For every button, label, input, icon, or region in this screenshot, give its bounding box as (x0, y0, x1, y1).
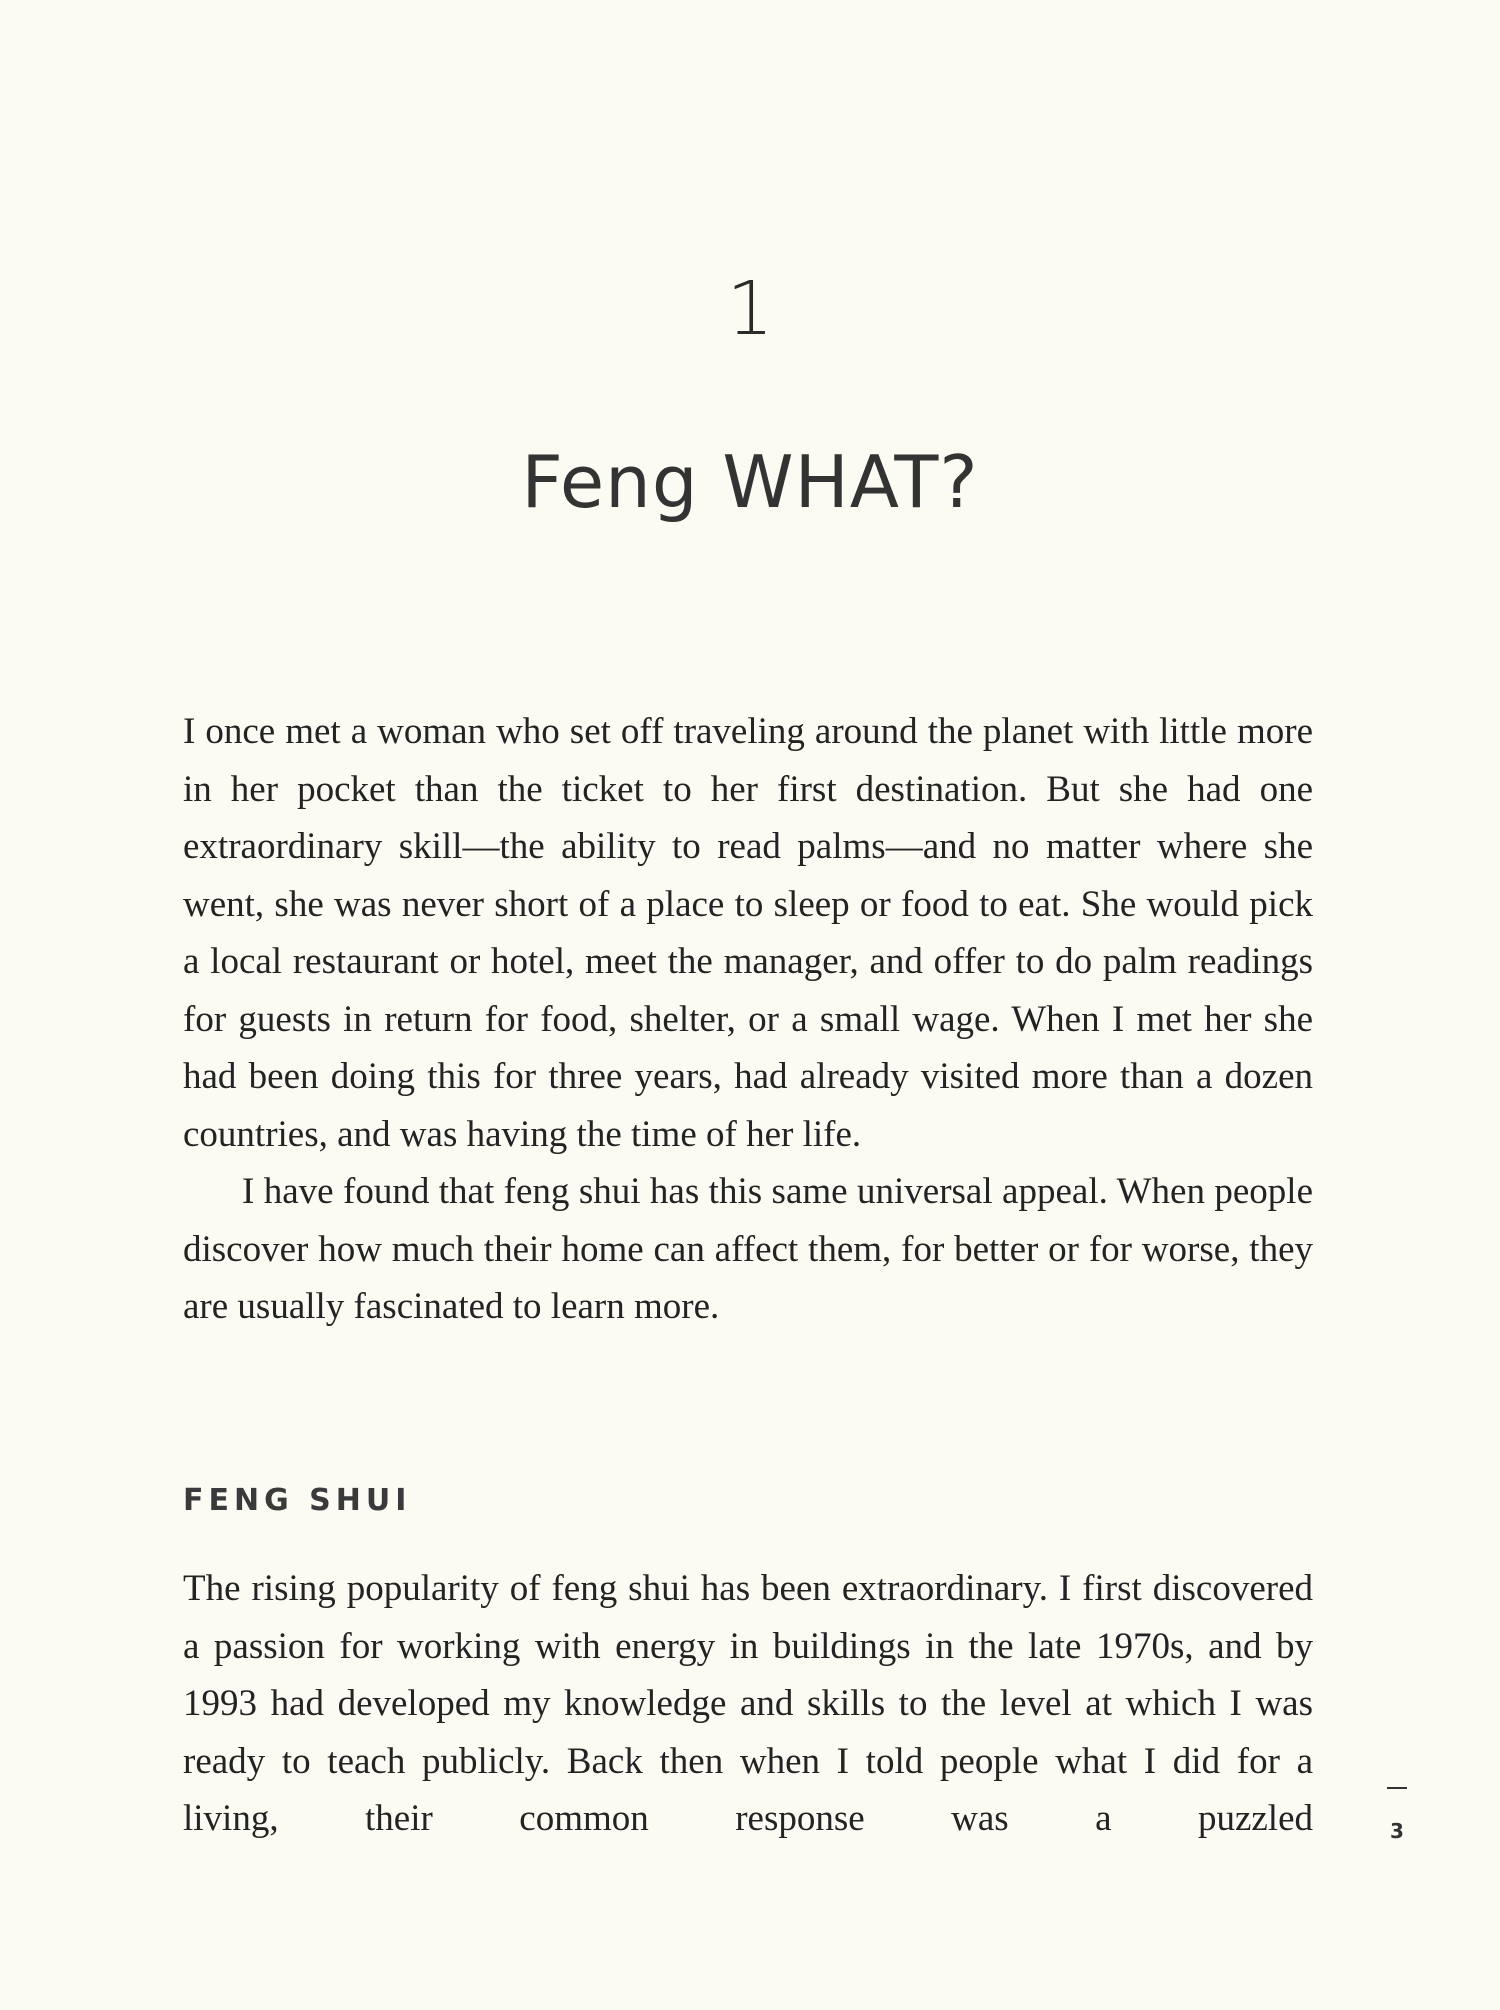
page-number-rule (1387, 1787, 1407, 1789)
intro-text (183, 703, 1313, 1336)
page-number: 3 (1390, 1819, 1404, 1843)
section-paragraph: The rising popularity of feng shui has been extraordinary. I first discovered a passion for working with energy in buildings in the late 1970s, and by 1993 had developed my knowledge and skills to the level at which I was ready to teach publicly. Back then when I told people what I did for a living, their common response was a puzzled (183, 1568, 1313, 1839)
chapter-title: Feng WHAT? (521, 440, 979, 524)
intro-paragraph-2: I have found that feng shui has this same universal appeal. When people discover how much their home can affect them, for better or for worse, they are usually fascinated to learn more. (183, 1171, 1313, 1327)
intro-paragraph-1: I once met a woman who set off traveling around the planet with little more in her pocket than the ticket to her first destination. But she had one extraordinary skill—the ability to read palms—and no matter where she went, she was never short of a place to sleep or food to eat. She would pick a local restaurant or hotel, meet the manager, and offer to do palm readings for guests in return for food, shelter, or a small wage. When I met her she had been doing this for three years, had already visited more than a dozen countries, and was having the time of her life. (183, 711, 1313, 1155)
section-text (183, 1560, 1313, 1848)
chapter-number: 1 (726, 266, 774, 352)
section-heading: FENG SHUI (183, 1483, 412, 1518)
